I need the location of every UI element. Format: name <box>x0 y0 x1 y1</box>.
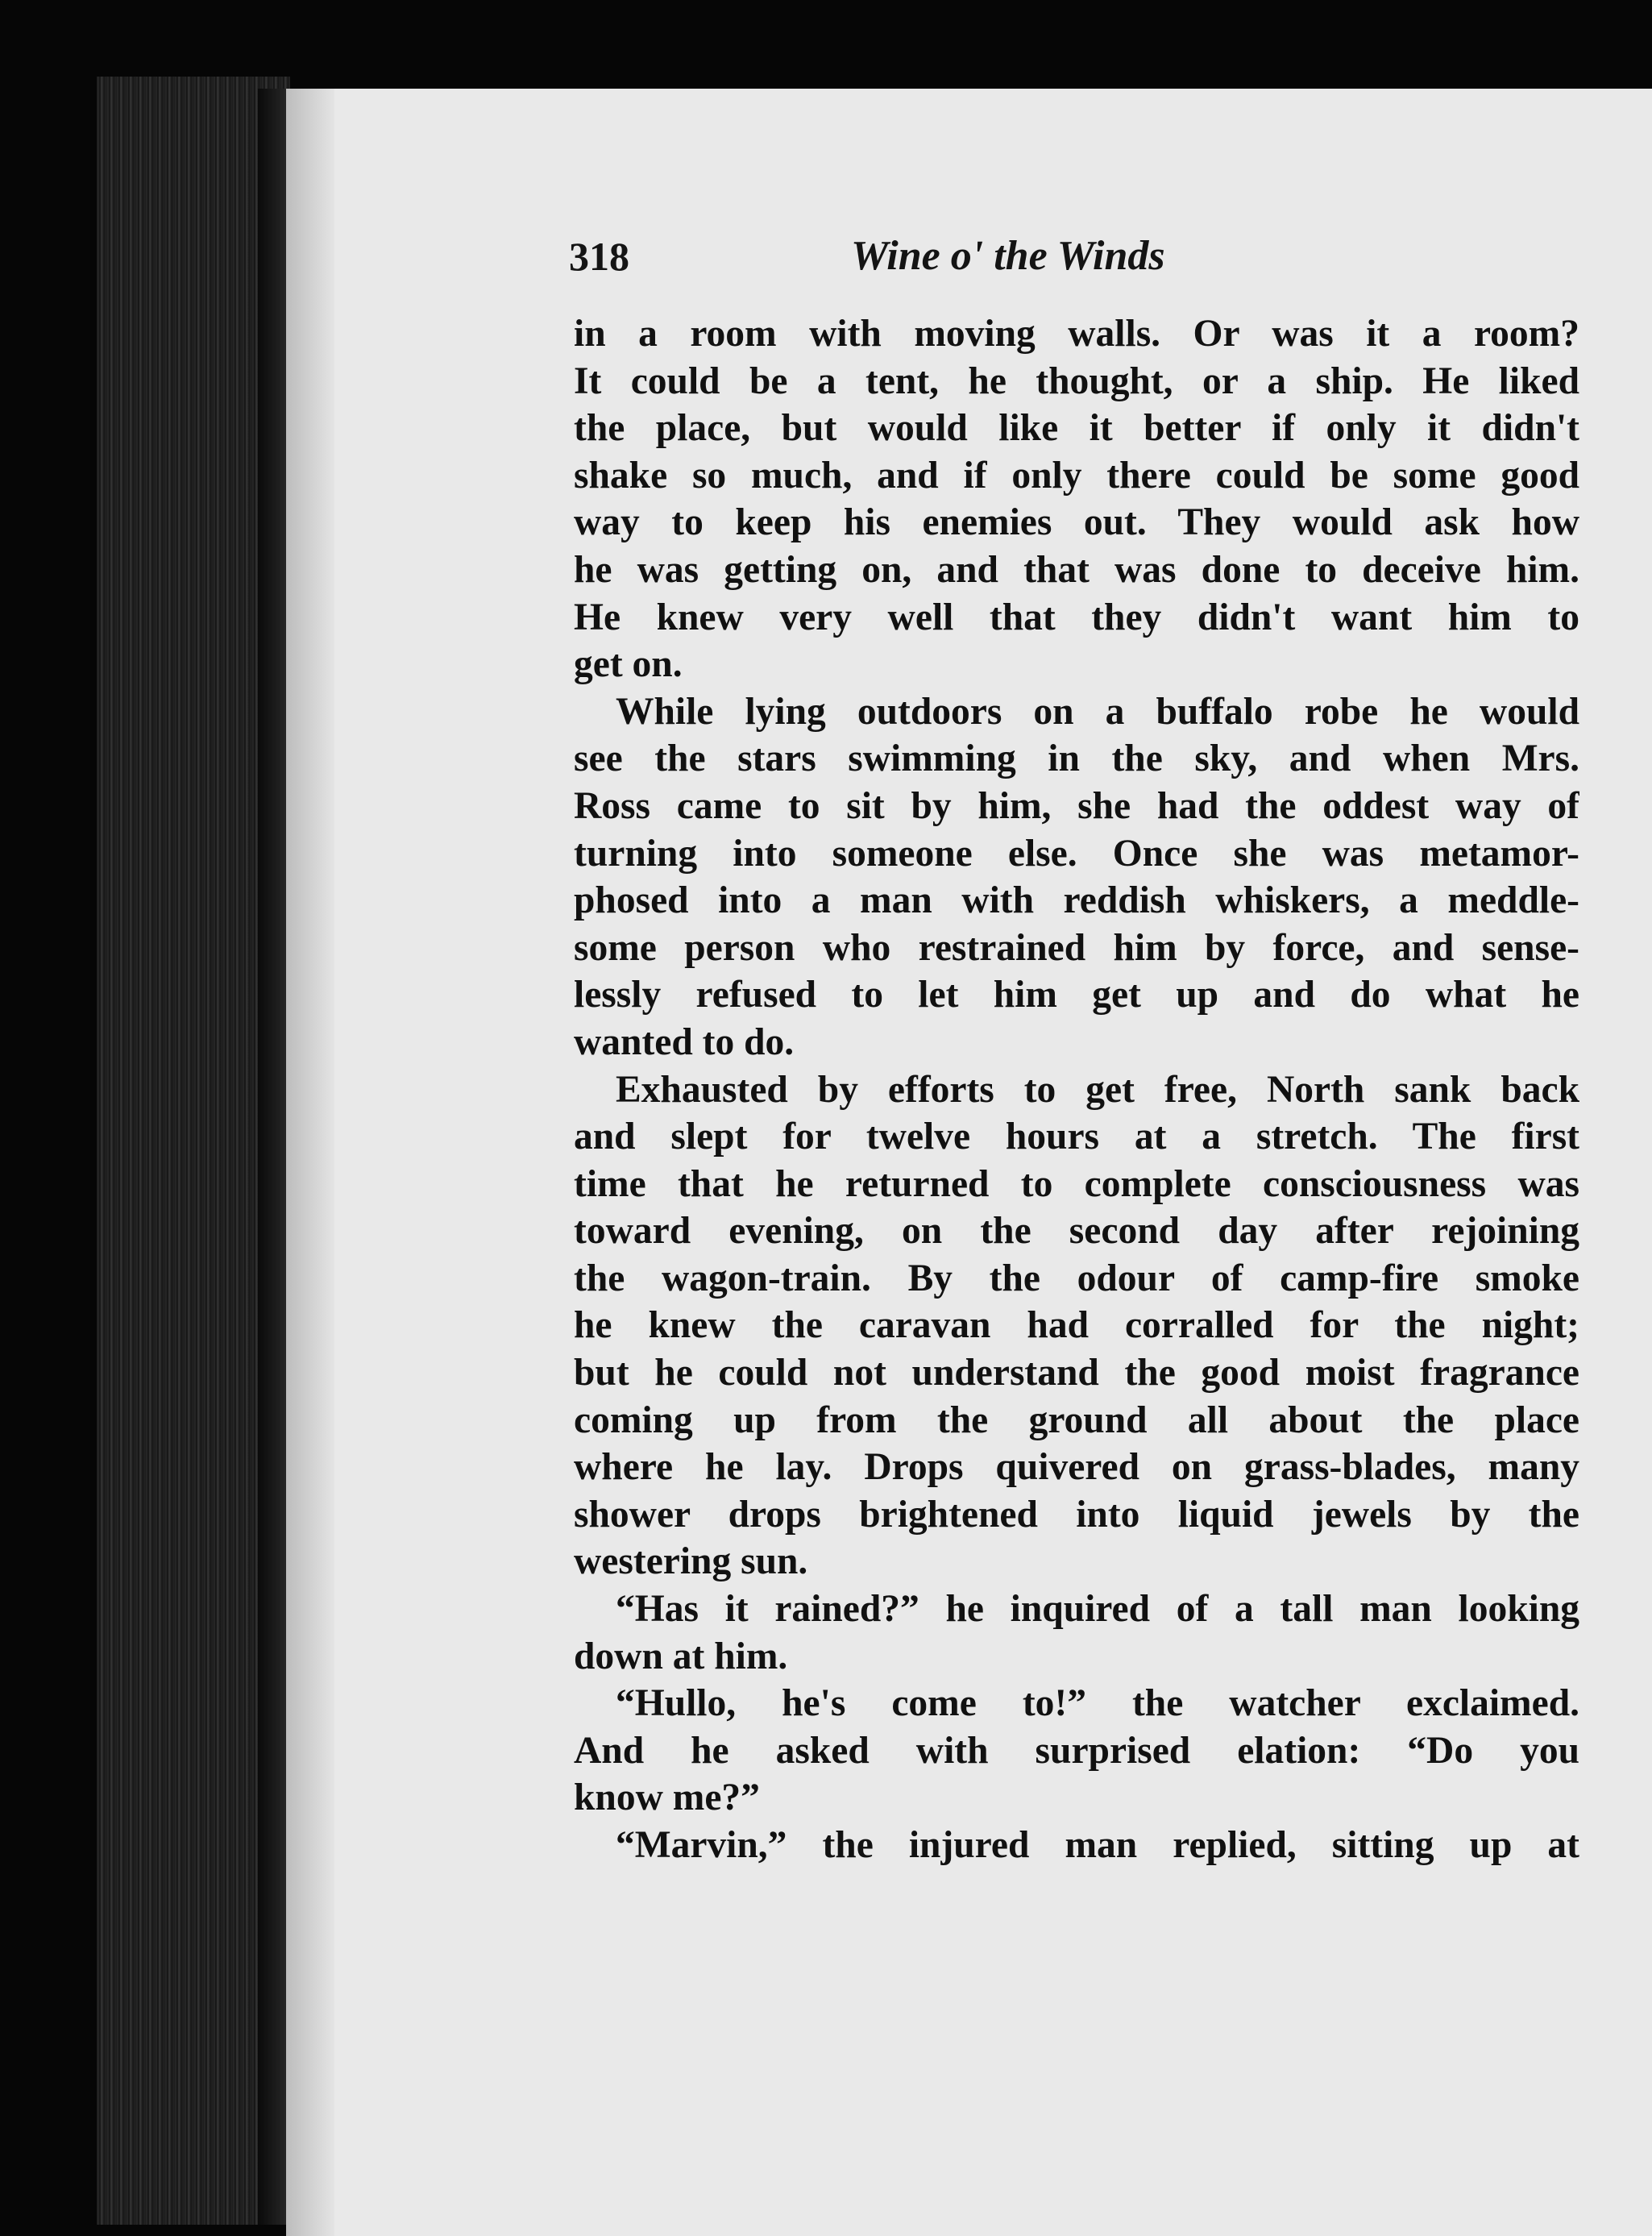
text-line: And he asked with surprised elation: “Do you <box>574 1729 1579 1772</box>
text-line: and slept for twelve hours at a stretch. The first <box>574 1116 1579 1158</box>
text-line: shower drops brightened into liquid jewels by the <box>574 1493 1579 1536</box>
text-line: westering sun. <box>574 1540 808 1583</box>
text-line: in a room with moving walls. Or was it a room? <box>574 313 1579 355</box>
text-line: shake so much, and if only there could be some good <box>574 454 1579 497</box>
text-line: down at him. <box>574 1635 788 1677</box>
text-line: but he could not understand the good moist fragrance <box>574 1352 1579 1394</box>
body-text <box>574 310 1579 1869</box>
text-line: get on. <box>574 643 683 686</box>
text-line: where he lay. Drops quivered on grass-blades, many <box>574 1446 1579 1489</box>
running-head <box>569 224 1584 289</box>
text-line: he knew the caravan had corralled for the night; <box>574 1304 1579 1347</box>
text-line: some person who restrained him by force, and sense- <box>574 926 1579 969</box>
text-line: the wagon-train. By the odour of camp-fire smoke <box>574 1257 1579 1299</box>
text-line: wanted to do. <box>574 1020 795 1063</box>
text-line: the place, but would like it better if only it didn't <box>574 407 1579 450</box>
page-number: 318 <box>569 234 629 279</box>
text-line: lessly refused to let him get up and do what he <box>574 974 1579 1016</box>
text-line: time that he returned to complete consciousness was <box>574 1162 1579 1205</box>
text-line: It could be a tent, he thought, or a ship. He liked <box>574 360 1579 402</box>
book-spine-shadow <box>258 89 290 2225</box>
text-line: toward evening, on the second day after rejoining <box>574 1210 1579 1253</box>
text-line: “Marvin,” the injured man replied, sitting up at <box>616 1824 1579 1866</box>
text-line: way to keep his enemies out. They would ask how <box>574 501 1579 544</box>
text-line: see the stars swimming in the sky, and when Mrs. <box>574 738 1579 780</box>
text-line: he was getting on, and that was done to deceive him. <box>574 548 1579 591</box>
text-line: “Hullo, he's come to!” the watcher exclaimed. <box>616 1682 1579 1725</box>
text-line: know me?” <box>574 1777 760 1819</box>
text-line: While lying outdoors on a buffalo robe he would <box>616 690 1579 733</box>
text-line: Ross came to sit by him, she had the oddest way of <box>574 784 1579 827</box>
text-line: “Has it rained?” he inquired of a tall man looking <box>616 1588 1579 1631</box>
text-line: He knew very well that they didn't want him to <box>574 596 1579 638</box>
text-line: Exhausted by efforts to get free, North sank back <box>616 1068 1579 1111</box>
text-line: phosed into a man with reddish whiskers, a meddle- <box>574 879 1579 922</box>
page-gutter <box>286 89 334 2236</box>
text-line: coming up from the ground all about the place <box>574 1399 1579 1441</box>
running-title: Wine o' the Winds <box>851 233 1165 279</box>
text-line: turning into someone else. Once she was metamor- <box>574 832 1579 875</box>
